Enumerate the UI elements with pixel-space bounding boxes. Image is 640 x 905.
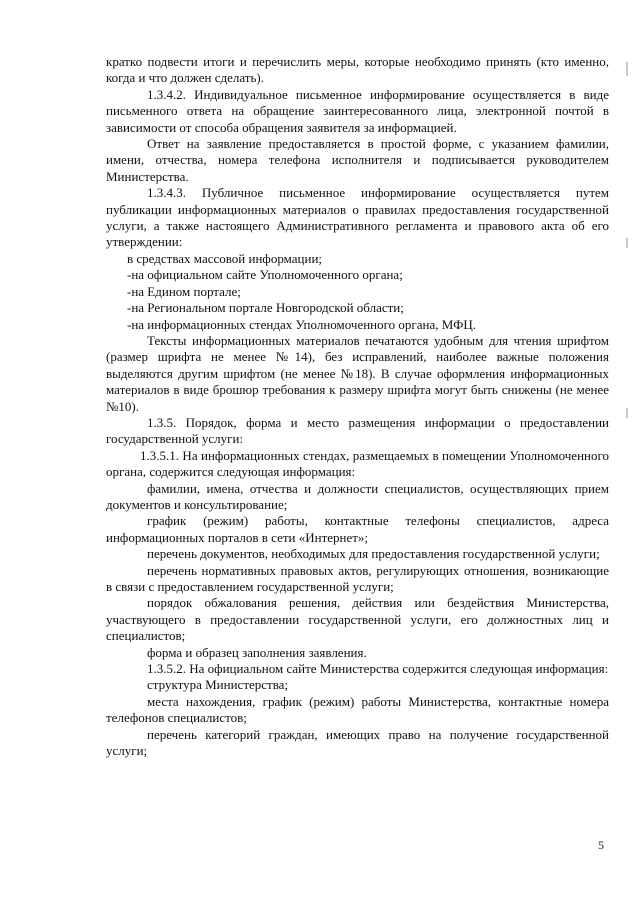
- paragraph: 1.3.5.2. На официальном сайте Министерства содержится следующая информация:: [147, 661, 609, 677]
- paragraph: порядок обжалования решения, действия или бездействия Министерства, участвующего в предоставлении государственной услуги, его должностных лиц и специалистов;: [106, 595, 609, 644]
- paragraph: 1.3.4.3. Публичное письменное информирование осуществляется путем публикации информационных материалов о правилах предоставления государственной услуги, а также настоящего Административного регламента и правового акта об его утверждении:: [106, 185, 609, 250]
- list-item: -на Едином портале;: [127, 283, 241, 299]
- paragraph: 1.3.5.1. На информационных стендах, размещаемых в помещении Уполномоченного органа, содержится следующая информация:: [106, 447, 609, 480]
- scan-margin-mark: [626, 238, 628, 248]
- list-item: в средствах массовой информации;: [127, 250, 323, 266]
- document-body: [106, 54, 609, 759]
- list-item: -на Региональном портале Новгородской области;: [127, 300, 404, 316]
- list-item: -на официальном сайте Уполномоченного органа;: [127, 267, 403, 283]
- paragraph: Тексты информационных материалов печатаются удобным для чтения шрифтом (размер шрифта не менее №14), без исправлений, наиболее важные положения выделяются другим шрифтом (не менее №18). В случае оформления информационных материалов в виде брошюр требования к размеру шрифта могут быть снижены (не менее №10).: [106, 332, 609, 414]
- page-number: 5: [598, 838, 604, 852]
- paragraph: перечень документов, необходимых для предоставления государственной услуги;: [147, 546, 600, 562]
- paragraph: перечень нормативных правовых актов, регулирующих отношения, возникающие в связи с предоставлением государственной услуги;: [106, 562, 609, 594]
- paragraph: фамилии, имена, отчества и должности специалистов, осуществляющих прием документов и консультирование;: [106, 480, 609, 512]
- paragraph: места нахождения, график (режим) работы Министерства, контактные номера телефонов специалистов;: [106, 693, 609, 726]
- section-heading: 1.3.5. Порядок, форма и место размещения информации о предоставлении государственной услуги:: [106, 414, 609, 447]
- paragraph: структура Министерства;: [147, 677, 289, 693]
- paragraph: перечень категорий граждан, имеющих право на получение государственной услуги;: [106, 726, 609, 759]
- paragraph: Ответ на заявление предоставляется в простой форме, с указанием фамилии, имени, отчества, номера телефона исполнителя и подписывается руководителем Министерства.: [106, 136, 609, 184]
- paragraph: 1.3.4.2. Индивидуальное письменное информирование осуществляется в виде письменного ответа на обращение заинтересованного лица, электронной почтой в зависимости от способа обращения заявителя за информацией.: [106, 86, 609, 135]
- list-item: -на информационных стендах Уполномоченного органа, МФЦ.: [127, 316, 477, 332]
- scan-margin-mark: [626, 62, 628, 76]
- paragraph: график (режим) работы, контактные телефоны специалистов, адреса информационных порталов в сети «Интернет»;: [106, 513, 609, 545]
- scan-margin-mark: [626, 408, 628, 418]
- paragraph: кратко подвести итоги и перечислить меры, которые необходимо принять (кто именно, когда и что должен сделать).: [106, 54, 609, 86]
- paragraph: форма и образец заполнения заявления.: [147, 644, 367, 660]
